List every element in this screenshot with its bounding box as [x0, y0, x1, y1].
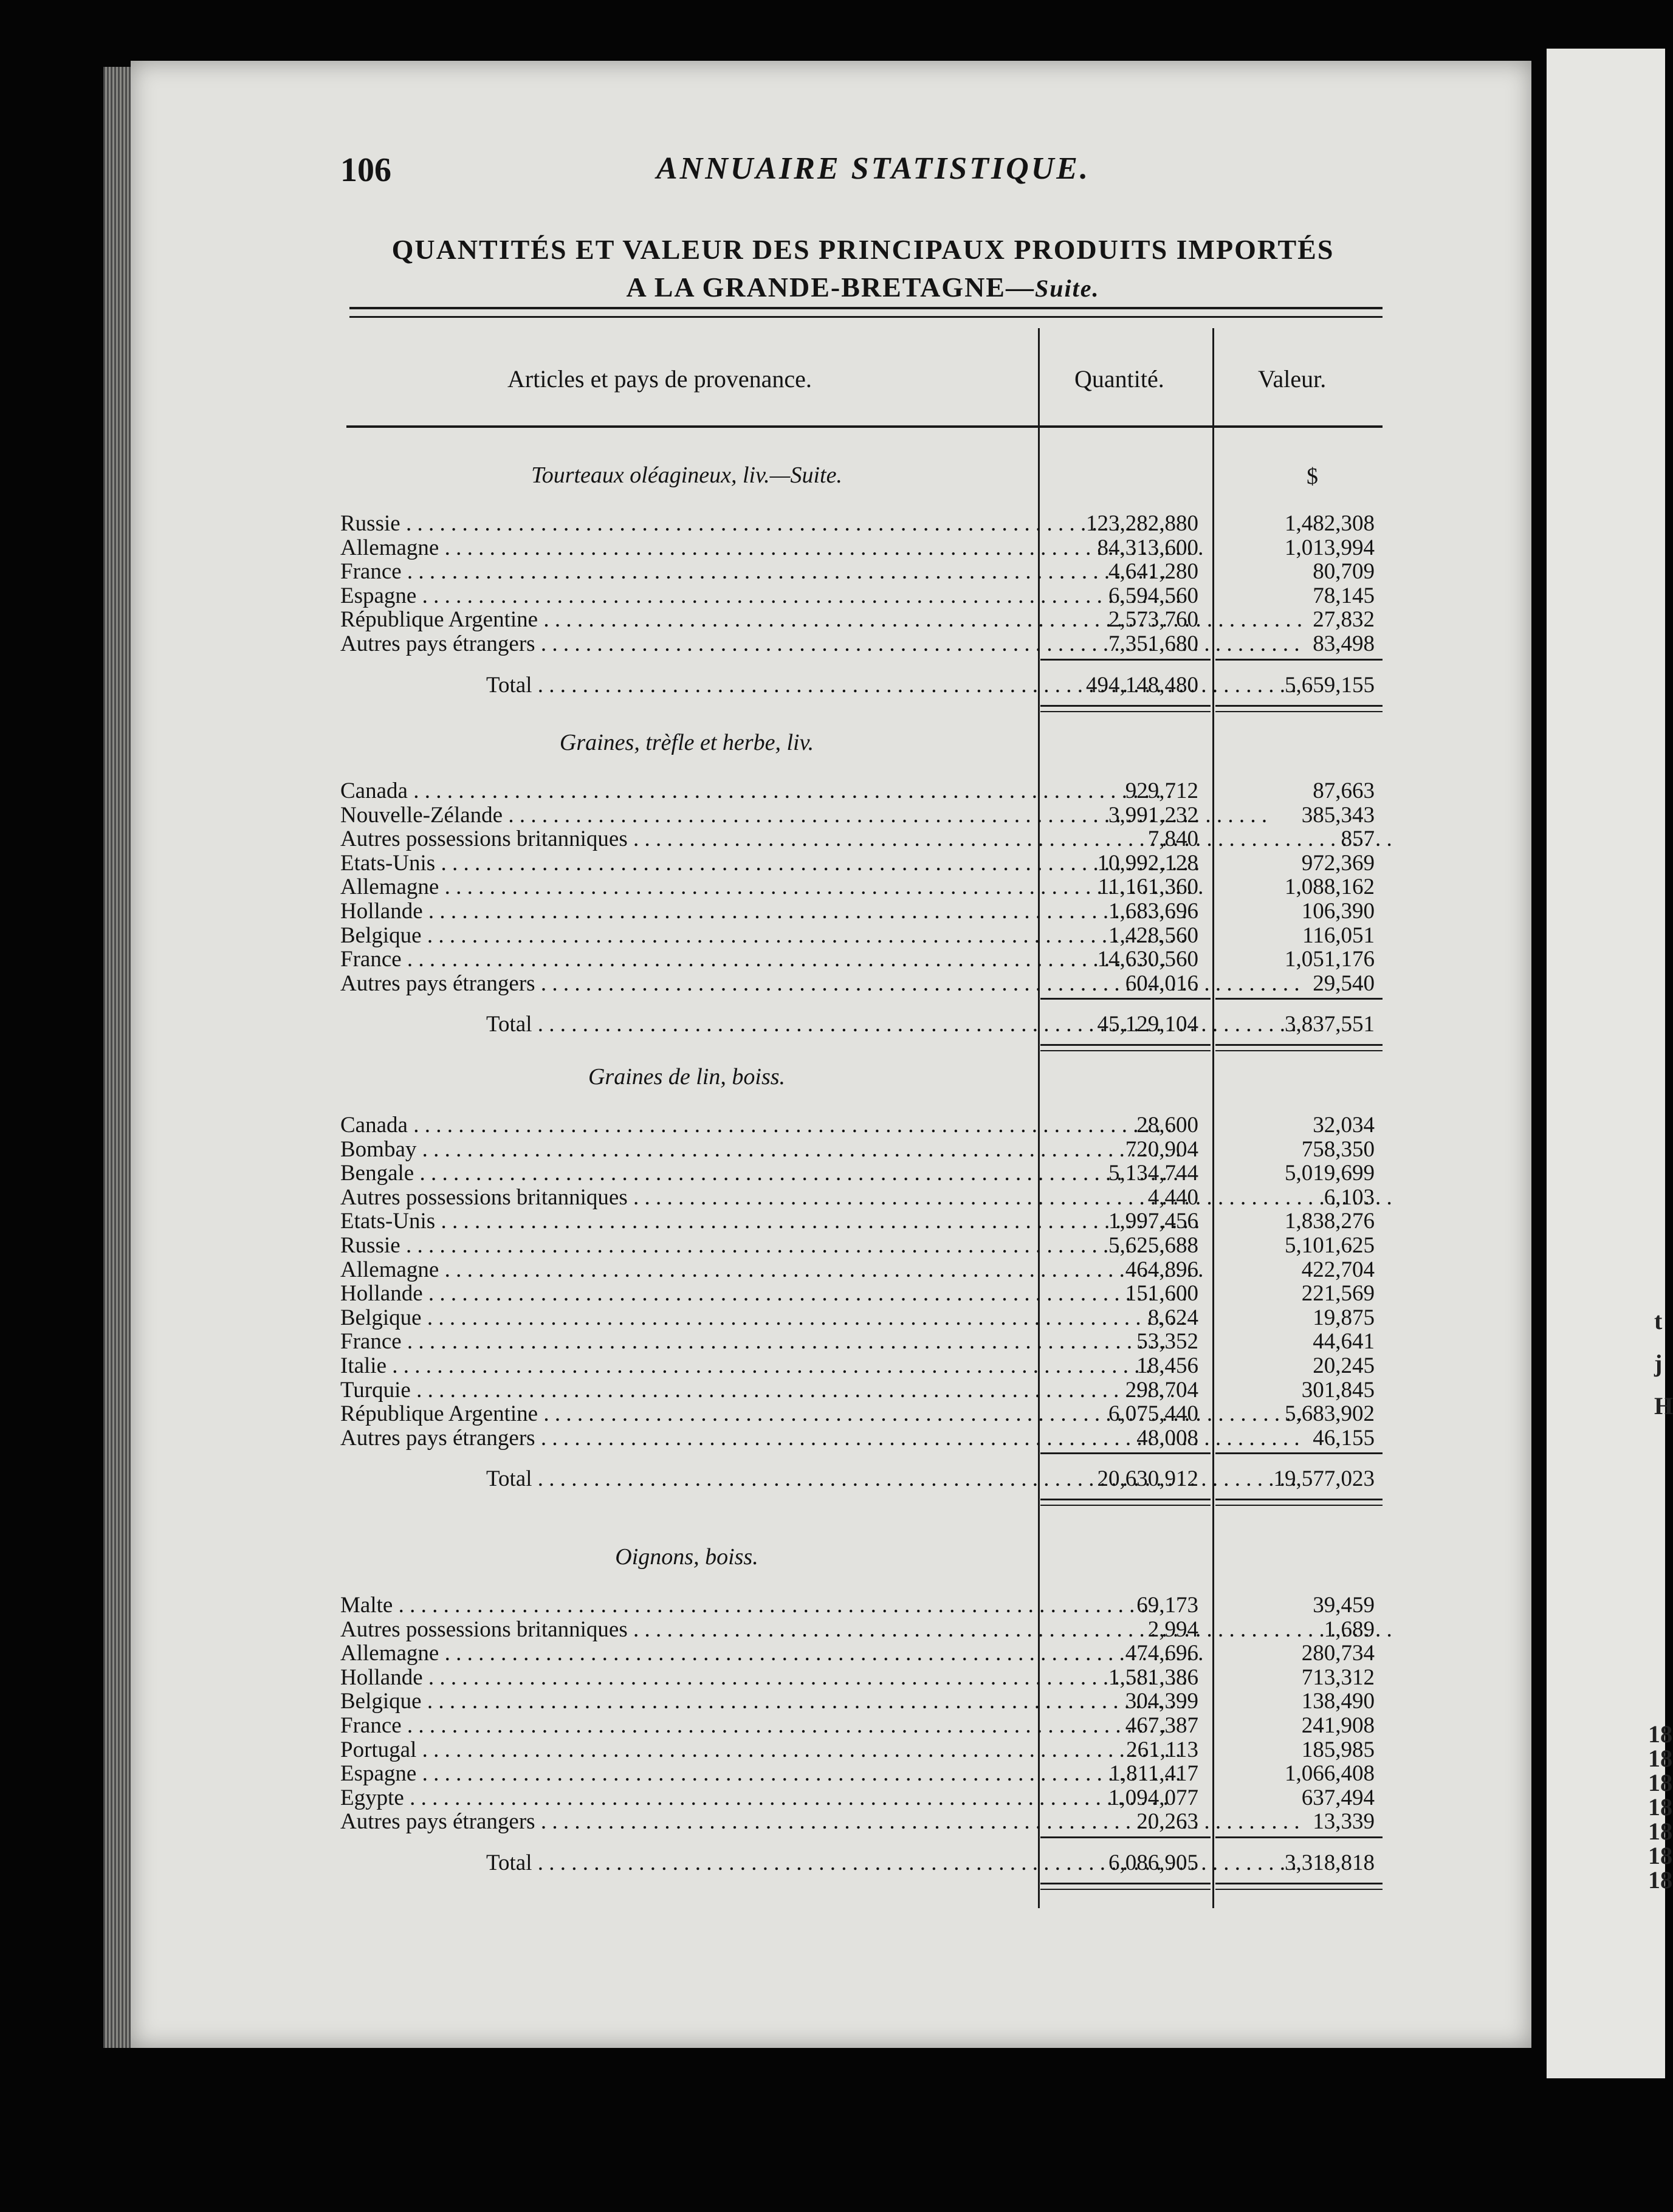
table-row [0, 1209, 1665, 1234]
row-valeur: 106,390 [1301, 899, 1375, 924]
section-title: Graines, trèfle et herbe, liv. [559, 730, 814, 755]
table-row [0, 803, 1665, 828]
row-valeur: 83,498 [1313, 631, 1375, 656]
row-quantite: 4,641,280 [1108, 559, 1198, 584]
row-valeur: 27,832 [1313, 607, 1375, 632]
table-row [0, 1738, 1665, 1762]
row-country: République Argentine . . . [340, 1402, 1033, 1426]
row-valeur: 280,734 [1301, 1641, 1375, 1666]
row-quantite: 7,351,680 [1108, 631, 1198, 656]
row-valeur: 1,088,162 [1285, 874, 1375, 899]
row-valeur: 1,482,308 [1285, 511, 1375, 536]
table-title [340, 231, 1386, 307]
total-quantite: 20,630,912 [1097, 1466, 1198, 1491]
table-row [0, 779, 1665, 803]
table-row [0, 851, 1665, 876]
table-row [0, 1402, 1665, 1426]
table-row [0, 827, 1665, 851]
total-underline2-quantite [1040, 1505, 1211, 1506]
row-quantite: 5,625,688 [1108, 1233, 1198, 1258]
title-suite: Suite. [1034, 275, 1100, 302]
table-row [0, 947, 1665, 972]
row-country: Allemagne . . . [340, 1258, 1033, 1282]
row-country: France . . . [340, 1330, 1033, 1354]
total-underline2-valeur [1215, 711, 1383, 712]
row-quantite: 11,161,360 [1098, 874, 1198, 899]
table-row [0, 584, 1665, 608]
row-quantite: 1,997,456 [1108, 1209, 1198, 1234]
row-country: Autres pays étrangers . . . [340, 1426, 1033, 1451]
row-country: Malte . . . [340, 1593, 1033, 1618]
table-row [0, 1689, 1665, 1714]
total-quantite: 45,129,104 [1097, 1012, 1198, 1037]
row-valeur: 29,540 [1313, 971, 1375, 996]
row-valeur: 19,875 [1313, 1305, 1375, 1330]
row-quantite: 1,094,077 [1108, 1785, 1198, 1810]
row-quantite: 298,704 [1125, 1378, 1198, 1403]
table-row [0, 1330, 1665, 1354]
facing-page-letter: 18 [1648, 1793, 1672, 1821]
table-row [0, 875, 1665, 899]
row-valeur: 1,689 [1324, 1617, 1375, 1642]
row-country: Allemagne . . . [340, 1641, 1033, 1666]
row-country: Autres pays étrangers . . . [340, 972, 1033, 996]
row-quantite: 261,113 [1126, 1737, 1198, 1762]
row-valeur: 80,709 [1313, 559, 1375, 584]
table-row [0, 972, 1665, 996]
row-valeur: 138,490 [1301, 1689, 1375, 1714]
row-valeur: 857 [1341, 826, 1375, 851]
row-valeur: 5,101,625 [1285, 1233, 1375, 1258]
total-underline2-quantite [1040, 1050, 1211, 1051]
row-quantite: 53,352 [1136, 1329, 1198, 1354]
row-valeur: 758,350 [1301, 1137, 1375, 1162]
total-row [0, 1851, 1665, 1875]
row-country: Etats-Unis . . . [340, 1209, 1033, 1234]
table-row [0, 560, 1665, 584]
row-valeur: 5,019,699 [1285, 1161, 1375, 1186]
facing-page-letter: 18 [1648, 1720, 1672, 1748]
table-row [0, 1810, 1665, 1834]
row-quantite: 5,134,744 [1108, 1161, 1198, 1186]
total-underline2-quantite [1040, 1889, 1211, 1890]
row-quantite: 3,991,232 [1108, 803, 1198, 828]
header-valeur: Valeur. [1258, 365, 1327, 393]
row-quantite: 604,016 [1125, 971, 1198, 996]
row-quantite: 1,428,560 [1108, 923, 1198, 948]
row-quantite: 123,282,880 [1086, 511, 1198, 536]
total-valeur: 3,318,818 [1285, 1850, 1375, 1875]
total-valeur: 5,659,155 [1285, 673, 1375, 698]
table-row [0, 536, 1665, 560]
table-row [0, 512, 1665, 536]
title-rule-top [349, 307, 1383, 309]
row-country: Allemagne . . . [340, 875, 1033, 899]
row-valeur: 78,145 [1313, 583, 1375, 608]
table-row [0, 1378, 1665, 1403]
row-quantite: 2,994 [1147, 1617, 1198, 1642]
section-title: Oignons, boiss. [615, 1544, 758, 1570]
row-country: Portugal . . . [340, 1738, 1033, 1762]
row-quantite: 4,440 [1147, 1185, 1198, 1210]
row-country: Russie . . . [340, 1234, 1033, 1258]
row-valeur: 1,838,276 [1285, 1209, 1375, 1234]
row-country: France . . . [340, 1714, 1033, 1738]
row-quantite: 304,399 [1125, 1689, 1198, 1714]
page-number: 106 [340, 151, 391, 189]
row-valeur: 1,013,994 [1285, 535, 1375, 560]
row-valeur: 301,845 [1301, 1378, 1375, 1403]
total-label: Total . . . [486, 673, 1033, 698]
row-valeur: 39,459 [1313, 1593, 1375, 1618]
header-quantite: Quantité. [1074, 365, 1164, 393]
row-valeur: 422,704 [1301, 1257, 1375, 1282]
total-rule-valeur [1215, 998, 1383, 1000]
row-quantite: 20,263 [1136, 1809, 1198, 1834]
table-row [0, 1161, 1665, 1186]
row-quantite: 10,992,128 [1097, 851, 1198, 876]
row-valeur: 637,494 [1301, 1785, 1375, 1810]
row-quantite: 6,594,560 [1108, 583, 1198, 608]
row-valeur: 87,663 [1313, 778, 1375, 803]
table-row [0, 1138, 1665, 1162]
table-row [0, 924, 1665, 948]
title-line-1: QUANTITÉS ET VALEUR DES PRINCIPAUX PRODUITS IMPORTÉS [391, 234, 1335, 265]
row-valeur: 13,339 [1313, 1809, 1375, 1834]
row-quantite: 18,456 [1136, 1353, 1198, 1378]
facing-page-letter: t [1654, 1307, 1663, 1334]
table-row [0, 632, 1665, 656]
total-underline-quantite [1040, 1499, 1211, 1500]
table-row [0, 1786, 1665, 1810]
facing-page-letter: 18 [1648, 1745, 1672, 1772]
row-quantite: 474,696 [1125, 1641, 1198, 1666]
table-row [0, 1762, 1665, 1786]
row-quantite: 14,630,560 [1097, 947, 1198, 972]
row-country: Hollande . . . [340, 1666, 1033, 1690]
table-row [0, 1641, 1665, 1666]
total-quantite: 494,148,480 [1086, 673, 1198, 698]
row-quantite: 464,896 [1125, 1257, 1198, 1282]
total-underline-valeur [1215, 705, 1383, 707]
row-country: Nouvelle-Zélande . . . [340, 803, 1033, 828]
total-row [0, 1012, 1665, 1037]
total-underline2-quantite [1040, 711, 1211, 712]
row-country: Russie . . . [340, 512, 1033, 536]
title-rule-bottom [349, 316, 1383, 318]
row-country: Belgique . . . [340, 1689, 1033, 1714]
running-head: ANNUAIRE STATISTIQUE. [656, 151, 1090, 186]
total-underline-quantite [1040, 1883, 1211, 1884]
table-row [0, 1714, 1665, 1738]
row-valeur: 185,985 [1301, 1737, 1375, 1762]
total-row [0, 1467, 1665, 1491]
table-row [0, 899, 1665, 924]
row-valeur: 46,155 [1313, 1426, 1375, 1451]
row-country: Egypte . . . [340, 1786, 1033, 1810]
row-valeur: 713,312 [1301, 1665, 1375, 1690]
total-underline-valeur [1215, 1499, 1383, 1500]
row-quantite: 28,600 [1136, 1113, 1198, 1138]
title-line-2 [340, 269, 1386, 307]
facing-page-letter: 18 [1648, 1818, 1672, 1845]
row-valeur: 20,245 [1313, 1353, 1375, 1378]
total-underline2-valeur [1215, 1050, 1383, 1051]
title-line-2-text: A LA GRANDE-BRETAGNE— [626, 272, 1035, 303]
row-quantite: 1,811,417 [1109, 1761, 1198, 1786]
row-valeur: 1,066,408 [1285, 1761, 1375, 1786]
total-rule-quantite [1040, 659, 1211, 661]
row-country: France . . . [340, 560, 1033, 584]
total-rule-valeur [1215, 659, 1383, 661]
total-rule-quantite [1040, 998, 1211, 1000]
total-underline-quantite [1040, 705, 1211, 707]
row-valeur: 385,343 [1301, 803, 1375, 828]
row-quantite: 6,075,440 [1108, 1401, 1198, 1426]
row-valeur: 116,051 [1302, 923, 1375, 948]
row-quantite: 48,008 [1136, 1426, 1198, 1451]
row-country: République Argentine . . . [340, 608, 1033, 632]
total-underline-quantite [1040, 1044, 1211, 1046]
total-rule-quantite [1040, 1836, 1211, 1838]
total-label: Total . . . [486, 1467, 1033, 1491]
total-quantite: 6,086,905 [1108, 1850, 1198, 1875]
row-country: France . . . [340, 947, 1033, 972]
row-quantite: 1,581,386 [1108, 1665, 1198, 1690]
row-valeur: 6,103 [1324, 1185, 1375, 1210]
table-row [0, 1666, 1665, 1690]
row-valeur: 972,369 [1301, 851, 1375, 876]
row-quantite: 2,573,760 [1108, 607, 1198, 632]
table-row [0, 608, 1665, 632]
facing-page-letter: 18 [1648, 1842, 1672, 1869]
row-quantite: 151,600 [1125, 1281, 1198, 1306]
total-rule-valeur [1215, 1452, 1383, 1454]
total-valeur: 3,837,551 [1285, 1012, 1375, 1037]
row-country: Autres possessions britanniques . . . [340, 1618, 1033, 1642]
header-articles: Articles et pays de provenance. [507, 365, 812, 393]
row-country: Belgique . . . [340, 924, 1033, 948]
row-country: Bengale . . . [340, 1161, 1033, 1186]
row-country: Etats-Unis . . . [340, 851, 1033, 876]
table-row [0, 1426, 1665, 1451]
table-row [0, 1186, 1665, 1210]
total-label: Total . . . [486, 1012, 1033, 1037]
header-rule [346, 425, 1383, 428]
row-country: Turquie . . . [340, 1378, 1033, 1403]
row-valeur: 32,034 [1313, 1113, 1375, 1138]
facing-page-letter: H [1654, 1392, 1673, 1420]
row-country: Autres pays étrangers . . . [340, 632, 1033, 656]
table-row [0, 1113, 1665, 1138]
row-country: Bombay . . . [340, 1138, 1033, 1162]
table-row [0, 1234, 1665, 1258]
total-label: Total . . . [486, 1851, 1033, 1875]
table-row [0, 1306, 1665, 1330]
section-title: Tourteaux oléagineux, liv.—Suite. [531, 462, 842, 488]
total-underline2-valeur [1215, 1505, 1383, 1506]
row-valeur: 5,683,902 [1285, 1401, 1375, 1426]
total-underline-valeur [1215, 1883, 1383, 1884]
row-quantite: 467,387 [1125, 1713, 1198, 1738]
row-country: Allemagne . . . [340, 536, 1033, 560]
table-row [0, 1354, 1665, 1378]
row-country: Italie . . . [340, 1354, 1033, 1378]
row-quantite: 84,313,600 [1097, 535, 1198, 560]
currency-unit: $ [1307, 464, 1318, 489]
table-row [0, 1258, 1665, 1282]
total-underline-valeur [1215, 1044, 1383, 1046]
row-country: Belgique . . . [340, 1306, 1033, 1330]
facing-page-letter: 18 [1648, 1769, 1672, 1796]
row-valeur: 44,641 [1313, 1329, 1375, 1354]
row-quantite: 7,840 [1147, 826, 1198, 851]
total-valeur: 19,577,023 [1273, 1466, 1375, 1491]
row-country: Hollande . . . [340, 899, 1033, 924]
facing-page-letter: 18 [1648, 1866, 1672, 1894]
row-country: Autres possessions britanniques . . . [340, 827, 1033, 851]
row-valeur: 1,051,176 [1285, 947, 1375, 972]
section-title: Graines de lin, boiss. [588, 1064, 786, 1090]
row-quantite: 8,624 [1147, 1305, 1198, 1330]
row-country: Espagne . . . [340, 1762, 1033, 1786]
row-country: Hollande . . . [340, 1282, 1033, 1306]
row-quantite: 720,904 [1125, 1137, 1198, 1162]
row-country: Espagne . . . [340, 584, 1033, 608]
total-underline2-valeur [1215, 1889, 1383, 1890]
row-valeur: 221,569 [1301, 1281, 1375, 1306]
facing-page-letter: j [1654, 1350, 1663, 1377]
table-row [0, 1593, 1665, 1618]
row-country: Canada . . . [340, 779, 1033, 803]
row-country: Autres pays étrangers . . . [340, 1810, 1033, 1834]
row-country: Autres possessions britanniques . . . [340, 1186, 1033, 1210]
row-quantite: 1,683,696 [1108, 899, 1198, 924]
table-row [0, 1618, 1665, 1642]
total-rule-valeur [1215, 1836, 1383, 1838]
table-row [0, 1282, 1665, 1306]
row-quantite: 69,173 [1136, 1593, 1198, 1618]
total-rule-quantite [1040, 1452, 1211, 1454]
row-quantite: 929,712 [1125, 778, 1198, 803]
total-row [0, 673, 1665, 698]
row-valeur: 241,908 [1301, 1713, 1375, 1738]
row-country: Canada . . . [340, 1113, 1033, 1138]
